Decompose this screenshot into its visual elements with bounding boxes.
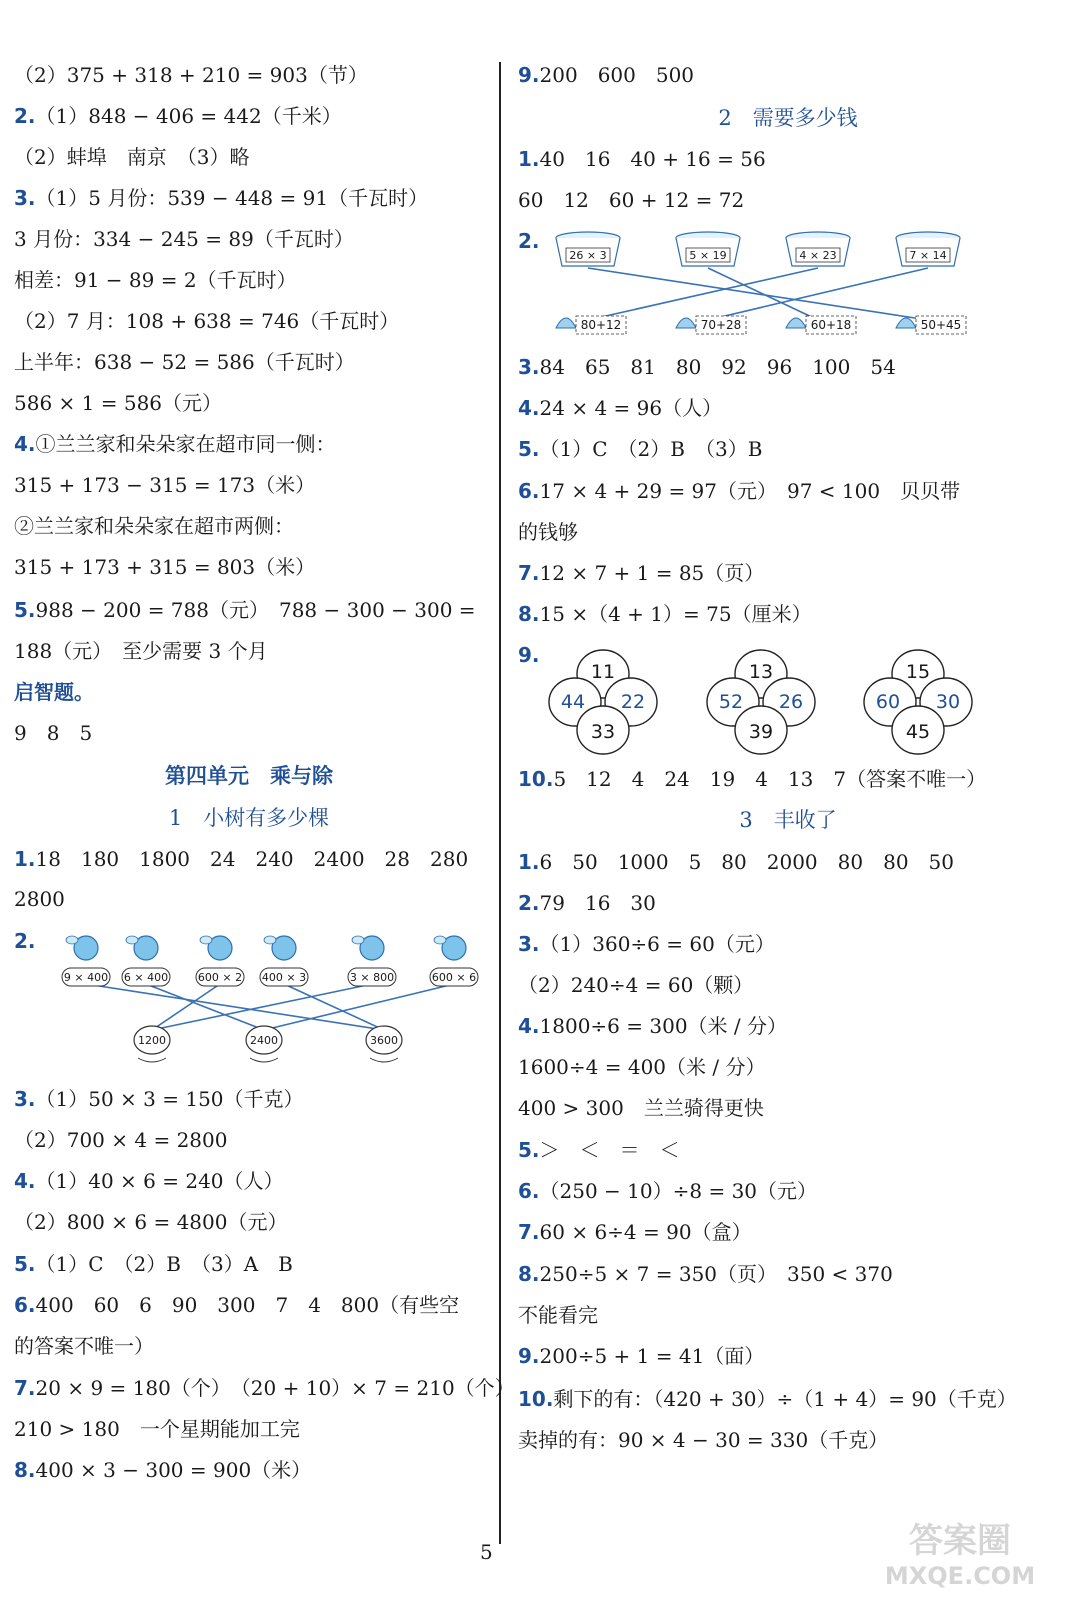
answer-line: （2）800 × 6 = 4800（元） [14, 1210, 288, 1234]
question-number: 3. [14, 1087, 36, 1111]
question-number: 8. [518, 602, 540, 626]
flower-card [246, 1026, 282, 1062]
answer-line: （2）700 × 4 = 2800 [14, 1128, 228, 1152]
answer-line: 相差：91 − 89 = 2（千瓦时） [14, 268, 297, 292]
answer-item: 3.（1）360÷6 = 60（元） [518, 932, 775, 956]
bowl-expression: 4 × 23 [799, 249, 837, 262]
mushroom-card [786, 316, 856, 334]
clover-number: 45 [905, 721, 931, 743]
question-number: 5. [518, 1138, 540, 1162]
question-number: 6. [518, 1179, 540, 1203]
answer-item: 8.250÷5 × 7 = 350（页） 350 < 370 [518, 1262, 893, 1286]
answer-item: 9.200÷5 + 1 = 41（面） [518, 1344, 765, 1368]
clover-number: 39 [748, 721, 774, 743]
answer-item: 3.84 65 81 80 92 96 100 54 [518, 355, 896, 379]
clover-card [707, 650, 815, 754]
flower-card [366, 1026, 402, 1062]
clover-number: 52 [718, 691, 744, 713]
bee-expression: 600 × 2 [197, 971, 243, 984]
answer-item: 6.（250 − 10）÷8 = 30（元） [518, 1179, 818, 1203]
answer-item: 4.（1）40 × 6 = 240（人） [14, 1169, 284, 1193]
answer-item: 1.40 16 40 + 16 = 56 [518, 147, 766, 171]
answer-item: 7.12 × 7 + 1 = 85（页） [518, 561, 765, 585]
answer-item: 7.60 × 6÷4 = 90（盒） [518, 1220, 752, 1244]
answer-item [518, 228, 540, 254]
section-title: 2 需要多少钱 [718, 106, 858, 130]
clover-number: 44 [560, 691, 586, 713]
question-number: 8. [14, 1458, 36, 1482]
bee-expression: 600 × 6 [431, 971, 477, 984]
question-number: 1. [14, 847, 36, 871]
clover-number: 15 [905, 661, 931, 683]
bee-flower-matching-figure [34, 928, 494, 1078]
bee-wing-icon [434, 936, 446, 944]
answer-item: 4.24 × 4 = 96（人） [518, 396, 723, 420]
answer-line: 上半年：638 − 52 = 586（千瓦时） [14, 350, 355, 374]
mushroom-expression: 60+18 [810, 318, 852, 332]
bee-card [196, 936, 244, 986]
clover-number-figure [538, 644, 988, 758]
question-number: 3. [518, 932, 540, 956]
question-number: 5. [518, 437, 540, 461]
answer-item: 2.79 16 30 [518, 891, 656, 915]
mushroom-expression: 70+28 [700, 318, 742, 332]
question-number: 9. [518, 1344, 540, 1368]
bee-card [62, 936, 110, 986]
answer-item: 3.（1）5 月份：539 − 448 = 91（千瓦时） [14, 186, 429, 210]
question-number: 6. [14, 1293, 36, 1317]
bee-wing-icon [200, 936, 212, 944]
bee-card [122, 936, 170, 986]
answer-line: 210 > 180 一个星期能加工完 [14, 1417, 300, 1441]
clover-number: 22 [620, 691, 646, 713]
answer-line: （2）375 + 318 + 210 = 903（节） [14, 63, 368, 87]
flower-value: 2400 [250, 1034, 278, 1047]
flower-leaf-icon [250, 1058, 278, 1062]
bee-expression: 400 × 3 [261, 971, 307, 984]
bowl-card [556, 232, 620, 266]
bee-expression: 3 × 800 [349, 971, 395, 984]
flower-leaf-icon [370, 1058, 398, 1062]
answer-item: 5.988 − 200 = 788（元） 788 − 300 − 300 = [14, 598, 476, 622]
answer-line: ②兰兰家和朵朵家在超市两侧： [14, 514, 294, 538]
answer-item: 5.（1）C （2）B （3）B [518, 437, 763, 461]
answer-item [518, 642, 540, 668]
bowl-card [676, 232, 740, 266]
flower-value: 3600 [370, 1034, 398, 1047]
answer-line: 586 × 1 = 586（元） [14, 391, 223, 415]
question-number: 7. [518, 561, 540, 585]
question-number: 1. [518, 147, 540, 171]
watermark-logo [860, 1512, 1060, 1592]
mushroom-expression: 50+45 [920, 318, 962, 332]
mushroom-icon [786, 318, 806, 328]
clover-number: 26 [778, 691, 804, 713]
answer-line: 1600÷4 = 400（米 / 分） [518, 1055, 766, 1079]
question-number: 2. [518, 229, 540, 253]
bowl-card [786, 232, 850, 266]
answer-item: 4.①兰兰家和朵朵家在超市同一侧： [14, 432, 336, 456]
answer-line: 3 月份：334 − 245 = 89（千瓦时） [14, 227, 354, 251]
bowl-expression: 7 × 14 [909, 249, 947, 262]
bowl-card [896, 232, 960, 266]
clover-number: 13 [748, 661, 774, 683]
answer-line: 60 12 60 + 12 = 72 [518, 188, 745, 212]
question-number: 6. [518, 479, 540, 503]
question-number: 7. [14, 1376, 36, 1400]
answer-line: 400 > 300 兰兰骑得更快 [518, 1096, 764, 1120]
answer-item: 9.200 600 500 [518, 63, 695, 87]
question-number: 7. [518, 1220, 540, 1244]
question-number: 2. [14, 104, 36, 128]
question-number: 1. [518, 850, 540, 874]
question-number: 4. [14, 432, 36, 456]
mushroom-card [676, 316, 746, 334]
bee-expression: 6 × 400 [123, 971, 169, 984]
watermark-bottom: MXQE.COM [884, 1562, 1036, 1590]
answer-item [14, 928, 36, 954]
mushroom-card [896, 316, 966, 334]
question-number: 3. [518, 355, 540, 379]
page-number: 5 [480, 1540, 493, 1564]
answer-line: （2）7 月：108 + 638 = 746（千瓦时） [14, 309, 400, 333]
mushroom-icon [676, 318, 696, 328]
question-number: 10. [518, 1387, 554, 1411]
clover-number: 30 [935, 691, 961, 713]
clover-number: 60 [875, 691, 901, 713]
answer-line: 9 8 5 [14, 721, 93, 745]
bowl-expression: 5 × 19 [689, 249, 727, 262]
question-number: 3. [14, 186, 36, 210]
mushroom-card [556, 316, 626, 334]
answer-item: 1.6 50 1000 5 80 2000 80 80 50 [518, 850, 955, 874]
answer-item: 10.5 12 4 24 19 4 13 7（答案不唯一） [518, 767, 987, 791]
answer-item: 10.剩下的有：（420 + 30）÷（1 + 4）= 90（千克） [518, 1387, 1017, 1411]
watermark-top: 答案圈 [909, 1521, 1011, 1561]
answer-item: 8.400 × 3 − 300 = 900（米） [14, 1458, 312, 1482]
question-number: 2. [14, 929, 36, 953]
question-number: 9. [518, 643, 540, 667]
bowl-expression: 26 × 3 [569, 249, 607, 262]
unit-title: 第四单元 乘与除 [165, 763, 333, 788]
answer-item: 5.＞ ＜ ＝ ＜ [518, 1138, 680, 1162]
answer-line: 不能看完 [518, 1303, 598, 1327]
answer-item: 2.（1）848 − 406 = 442（千米） [14, 104, 342, 128]
bee-wing-icon [66, 936, 78, 944]
bonus-title: 启智题。 [14, 680, 94, 704]
answer-line: （2）240÷4 = 60（颗） [518, 973, 754, 997]
question-number: 4. [518, 1014, 540, 1038]
answer-item: 3.（1）50 × 3 = 150（千克） [14, 1087, 304, 1111]
clover-number: 11 [590, 661, 616, 683]
question-number: 2. [518, 891, 540, 915]
question-number: 9. [518, 63, 540, 87]
flower-value: 1200 [138, 1034, 166, 1047]
flower-card [134, 1026, 170, 1062]
answer-line: 2800 [14, 887, 65, 911]
answer-line: 315 + 173 + 315 = 803（米） [14, 555, 316, 579]
answer-item: 4.1800÷6 = 300（米 / 分） [518, 1014, 787, 1038]
answer-line: 卖掉的有：90 × 4 − 30 = 330（千克） [518, 1428, 889, 1452]
bowl-mushroom-matching-figure [548, 228, 988, 348]
answer-item: 1.18 180 1800 24 240 2400 28 280 [14, 847, 469, 871]
section-title: 3 丰收了 [739, 808, 837, 832]
clover-number: 33 [590, 721, 616, 743]
clover-card [549, 650, 657, 754]
flower-leaf-icon [138, 1058, 166, 1062]
answer-line: （2）蚌埠 南京 （3）略 [14, 145, 250, 169]
bee-wing-icon [352, 936, 364, 944]
clover-card [864, 650, 972, 754]
question-number: 5. [14, 1252, 36, 1276]
answer-line: 的钱够 [518, 520, 578, 544]
answer-item: 5.（1）C （2）B （3）A B [14, 1252, 293, 1276]
question-number: 8. [518, 1262, 540, 1286]
question-number: 4. [518, 396, 540, 420]
mushroom-expression: 80+12 [580, 318, 622, 332]
mushroom-icon [896, 318, 916, 328]
answer-line: 315 + 173 − 315 = 173（米） [14, 473, 316, 497]
bee-card [260, 936, 308, 986]
answer-line: 的答案不唯一） [14, 1334, 154, 1358]
bee-wing-icon [264, 936, 276, 944]
answer-item: 8.15 ×（4 + 1）= 75（厘米） [518, 602, 812, 626]
question-number: 10. [518, 767, 554, 791]
bee-expression: 9 × 400 [63, 971, 109, 984]
answer-item: 6.17 × 4 + 29 = 97（元） 97 < 100 贝贝带 [518, 479, 961, 503]
bee-card [430, 936, 478, 986]
answer-line: 188（元） 至少需要 3 个月 [14, 639, 268, 663]
answer-item: 7.20 × 9 = 180（个） （20 + 10）× 7 = 210（个） [14, 1376, 515, 1400]
answer-item: 6.400 60 6 90 300 7 4 800（有些空 [14, 1293, 460, 1317]
bee-wing-icon [126, 936, 138, 944]
mushroom-icon [556, 318, 576, 328]
section-title: 1 小树有多少棵 [168, 806, 330, 830]
column-divider [499, 62, 501, 1544]
question-number: 5. [14, 598, 36, 622]
question-number: 4. [14, 1169, 36, 1193]
bee-card [348, 936, 396, 986]
